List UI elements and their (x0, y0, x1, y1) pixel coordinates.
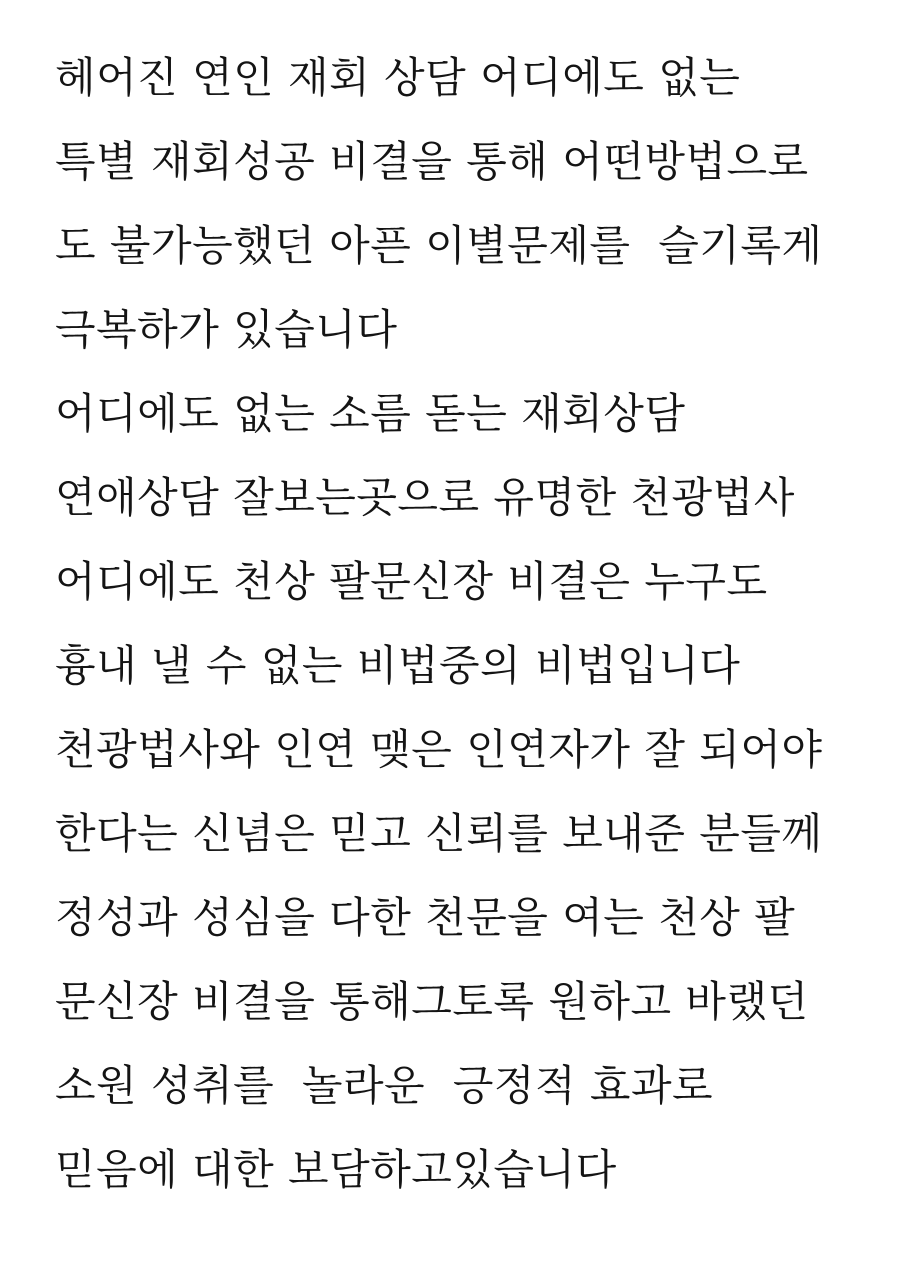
text-line: 어디에도 없는 소름 돋는 재회상담 (55, 389, 686, 438)
text-line: 소원 성취를 놀라운 긍정적 효과로 (55, 1061, 714, 1110)
text-line: 믿음에 대한 보담하고있습니다 (55, 1145, 617, 1194)
text-line: 어디에도 천상 팔문신장 비결은 누구도 (55, 557, 768, 606)
text-line: 특별 재회성공 비결을 통해 어떤방법으로 (55, 137, 809, 186)
text-line: 문신장 비결을 통해그토록 원하고 바랬던 (55, 977, 809, 1026)
text-line: 도 불가능했던 아픈 이별문제를 슬기록게 (55, 221, 823, 270)
text-line: 연애상담 잘보는곳으로 유명한 천광법사 (55, 473, 795, 522)
text-line: 정성과 성심을 다한 천문을 여는 천상 팔 (55, 893, 796, 942)
paragraph-2 (55, 372, 860, 1212)
text-line: 천광법사와 인연 맺은 인연자가 잘 되어야 (55, 725, 823, 774)
text-line: 한다는 신념은 믿고 신뢰를 보내준 분들께 (55, 809, 823, 858)
text-line: 흉내 낼 수 없는 비법중의 비법입니다 (55, 641, 741, 690)
text-line: 극복하가 있습니다 (55, 305, 398, 354)
text-line: 헤어진 연인 재회 상담 어디에도 없는 (55, 53, 741, 102)
paragraph-1 (55, 36, 860, 372)
